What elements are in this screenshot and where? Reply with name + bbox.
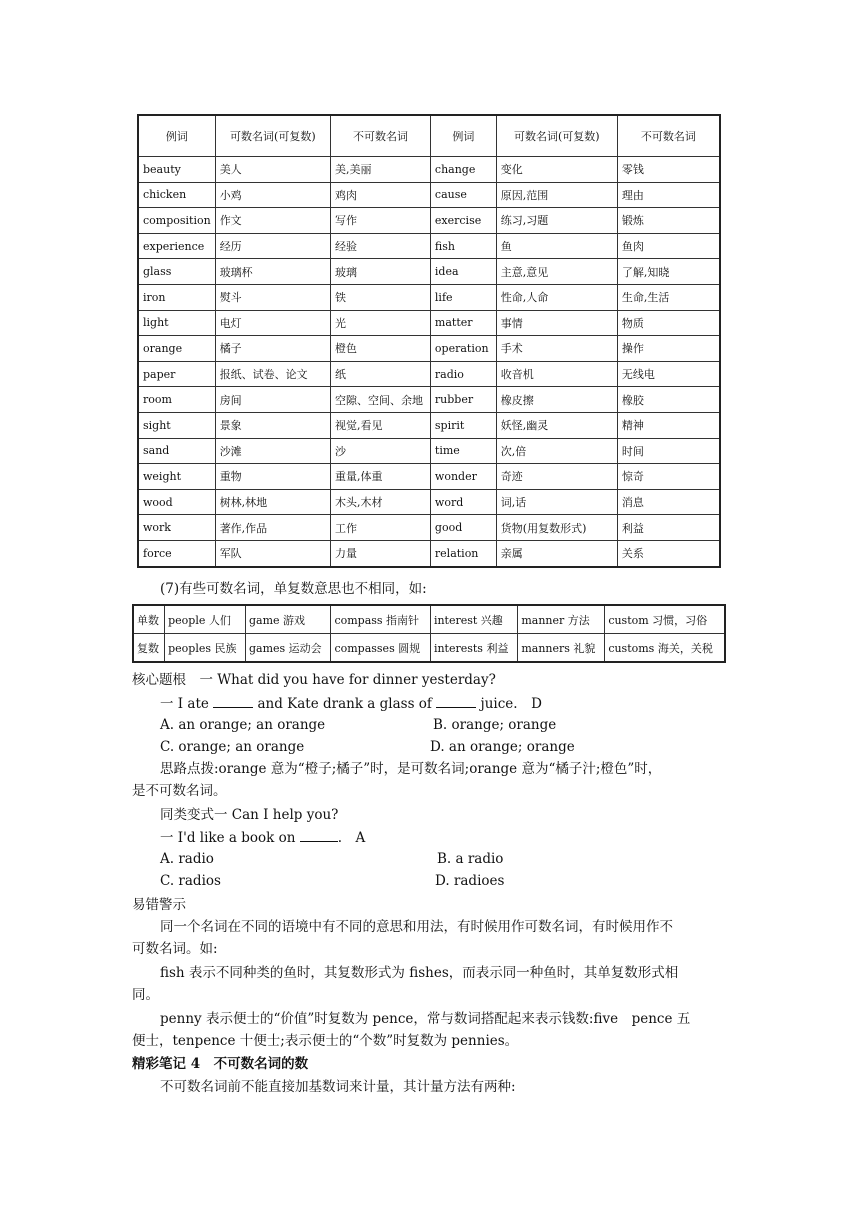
- meaning-cell: 词,话: [496, 489, 617, 515]
- table-row: [138, 182, 720, 208]
- meaning-cell: 时间: [617, 438, 720, 464]
- example-word-cell: iron: [138, 284, 215, 310]
- q1-stem-b: and Kate drank a glass of: [257, 696, 432, 712]
- q1-hint-line1: 思路点拨:orange 意为“橙子;橘子”时，是可数名词;orange 意为“橘子汁;橙色”时，: [160, 761, 662, 777]
- example-word-cell: work: [138, 515, 215, 541]
- table-row: [138, 259, 720, 285]
- meaning-cell: 木头,木材: [331, 489, 431, 515]
- meaning-cell: 沙: [331, 438, 431, 464]
- table-row: [138, 438, 720, 464]
- example-word-cell: exercise: [430, 208, 496, 234]
- q2-stem: [160, 827, 365, 848]
- meaning-cell: 变化: [496, 157, 617, 183]
- word-cell: people 人们: [165, 605, 246, 634]
- number-label-cell: 单数: [133, 605, 165, 634]
- q1-option-a: A. an orange; an orange: [160, 717, 326, 733]
- meaning-cell: 理由: [617, 182, 720, 208]
- meaning-cell: 沙滩: [215, 438, 330, 464]
- table-row: [133, 605, 725, 634]
- word-cell: manners 礼貌: [518, 634, 605, 663]
- q2-option-c: C. radios: [160, 873, 221, 889]
- warning-p2-line2: 同。: [132, 987, 159, 1003]
- meaning-cell: 经历: [215, 233, 330, 259]
- meaning-cell: 视觉,看见: [331, 412, 431, 438]
- meaning-cell: 橡胶: [617, 387, 720, 413]
- meaning-cell: 纸: [331, 361, 431, 387]
- example-word-cell: weight: [138, 464, 215, 490]
- word-cell: compasses 圆规: [331, 634, 430, 663]
- example-word-cell: sand: [138, 438, 215, 464]
- q1-stem-a: 一 I ate: [160, 696, 209, 712]
- example-word-cell: change: [430, 157, 496, 183]
- blank: [300, 827, 338, 842]
- header-cell: 例词: [138, 115, 215, 157]
- example-word-cell: light: [138, 310, 215, 336]
- meaning-cell: 无线电: [617, 361, 720, 387]
- meaning-cell: 橙色: [331, 336, 431, 362]
- meaning-cell: 物质: [617, 310, 720, 336]
- example-word-cell: life: [430, 284, 496, 310]
- example-word-cell: rubber: [430, 387, 496, 413]
- example-word-cell: chicken: [138, 182, 215, 208]
- table-row: [138, 464, 720, 490]
- word-cell: compass 指南针: [331, 605, 430, 634]
- example-word-cell: good: [430, 515, 496, 541]
- word-cell: game 游戏: [245, 605, 330, 634]
- meaning-cell: 橡皮擦: [496, 387, 617, 413]
- q2-stem-a: 一 I'd like a book on: [160, 830, 296, 846]
- meaning-cell: 景象: [215, 412, 330, 438]
- number-label-cell: 复数: [133, 634, 165, 663]
- meaning-cell: 熨斗: [215, 284, 330, 310]
- note-7: (7)有些可数名词，单复数意思也不相同，如:: [160, 581, 427, 597]
- header-cell: 可数名词(可复数): [215, 115, 330, 157]
- word-cell: manner 方法: [518, 605, 605, 634]
- meaning-cell: 力量: [331, 540, 431, 566]
- meaning-cell: 树林,林地: [215, 489, 330, 515]
- blank: [213, 693, 253, 708]
- meaning-cell: 性命,人命: [496, 284, 617, 310]
- meaning-cell: 光: [331, 310, 431, 336]
- header-cell: 例词: [430, 115, 496, 157]
- example-word-cell: room: [138, 387, 215, 413]
- example-word-cell: idea: [430, 259, 496, 285]
- meaning-cell: 奇迹: [496, 464, 617, 490]
- q2-heading: 同类变式一 Can I help you?: [160, 807, 339, 823]
- meaning-cell: 作文: [215, 208, 330, 234]
- meaning-cell: 报纸、试卷、论文: [215, 361, 330, 387]
- table-row: [138, 310, 720, 336]
- singular-plural-table: [132, 604, 726, 663]
- table-row: [138, 361, 720, 387]
- q2-option-d: D. radioes: [435, 873, 505, 889]
- meaning-cell: 亲属: [496, 540, 617, 566]
- table-row: [138, 157, 720, 183]
- table-row: [138, 489, 720, 515]
- example-word-cell: glass: [138, 259, 215, 285]
- meaning-cell: 美人: [215, 157, 330, 183]
- q1-option-b: B. orange; orange: [433, 717, 557, 733]
- meaning-cell: 铁: [331, 284, 431, 310]
- note4-title: 精彩笔记 4 不可数名词的数: [132, 1056, 309, 1072]
- warning-p1-line1: 同一个名词在不同的语境中有不同的意思和用法，有时候用作可数名词，有时候用作不: [160, 919, 673, 935]
- meaning-cell: 玻璃杯: [215, 259, 330, 285]
- example-word-cell: wood: [138, 489, 215, 515]
- example-word-cell: operation: [430, 336, 496, 362]
- table-row: [138, 233, 720, 259]
- table-row: [138, 336, 720, 362]
- meaning-cell: 精神: [617, 412, 720, 438]
- meaning-cell: 收音机: [496, 361, 617, 387]
- example-word-cell: radio: [430, 361, 496, 387]
- meaning-cell: 著作,作品: [215, 515, 330, 541]
- example-word-cell: word: [430, 489, 496, 515]
- example-word-cell: time: [430, 438, 496, 464]
- table-header-row: [138, 115, 720, 157]
- q1-heading: 核心题根 一 What did you have for dinner yesterday?: [132, 672, 496, 688]
- meaning-cell: 练习,习题: [496, 208, 617, 234]
- meaning-cell: 惊奇: [617, 464, 720, 490]
- table-row: [138, 515, 720, 541]
- q1-stem-c: juice. D: [480, 696, 542, 712]
- meaning-cell: 写作: [331, 208, 431, 234]
- example-word-cell: wonder: [430, 464, 496, 490]
- meaning-cell: 关系: [617, 540, 720, 566]
- meaning-cell: 玻璃: [331, 259, 431, 285]
- meaning-cell: 事情: [496, 310, 617, 336]
- meaning-cell: 重量,体重: [331, 464, 431, 490]
- meaning-cell: 利益: [617, 515, 720, 541]
- meaning-cell: 橘子: [215, 336, 330, 362]
- meaning-cell: 鱼肉: [617, 233, 720, 259]
- meaning-cell: 重物: [215, 464, 330, 490]
- meaning-cell: 锻炼: [617, 208, 720, 234]
- word-cell: interest 兴趣: [430, 605, 517, 634]
- q2-stem-b: . A: [337, 830, 366, 846]
- meaning-cell: 次,倍: [496, 438, 617, 464]
- example-word-cell: experience: [138, 233, 215, 259]
- meaning-cell: 原因,范围: [496, 182, 617, 208]
- meaning-cell: 了解,知晓: [617, 259, 720, 285]
- meaning-cell: 消息: [617, 489, 720, 515]
- example-word-cell: orange: [138, 336, 215, 362]
- meaning-cell: 生命,生活: [617, 284, 720, 310]
- warning-title: 易错警示: [132, 897, 186, 913]
- q1-hint-line2: 是不可数名词。: [132, 783, 227, 799]
- example-word-cell: relation: [430, 540, 496, 566]
- meaning-cell: 小鸡: [215, 182, 330, 208]
- warning-p2-line1: fish 表示不同种类的鱼时，其复数形式为 fishes，而表示同一种鱼时，其单复数形式相: [160, 965, 679, 981]
- table-row: [138, 412, 720, 438]
- word-cell: interests 利益: [430, 634, 517, 663]
- q1-stem: [160, 693, 542, 714]
- word-cell: customs 海关，关税: [605, 634, 725, 663]
- word-cell: games 运动会: [245, 634, 330, 663]
- example-word-cell: force: [138, 540, 215, 566]
- example-word-cell: fish: [430, 233, 496, 259]
- meaning-cell: 美,美丽: [331, 157, 431, 183]
- example-word-cell: sight: [138, 412, 215, 438]
- example-word-cell: spirit: [430, 412, 496, 438]
- example-word-cell: beauty: [138, 157, 215, 183]
- meaning-cell: 工作: [331, 515, 431, 541]
- countable-uncountable-table: [137, 114, 721, 568]
- meaning-cell: 操作: [617, 336, 720, 362]
- header-cell: 不可数名词: [617, 115, 720, 157]
- warning-p3-line1: penny 表示便士的“价值”时复数为 pence，常与数词搭配起来表示钱数:five pence 五: [160, 1011, 691, 1027]
- example-word-cell: composition: [138, 208, 215, 234]
- meaning-cell: 手术: [496, 336, 617, 362]
- meaning-cell: 货物(用复数形式): [496, 515, 617, 541]
- q2-option-a: A. radio: [160, 851, 214, 867]
- meaning-cell: 电灯: [215, 310, 330, 336]
- meaning-cell: 军队: [215, 540, 330, 566]
- header-cell: 可数名词(可复数): [496, 115, 617, 157]
- q2-option-b: B. a radio: [437, 851, 504, 867]
- warning-p1-line2: 可数名词。如:: [132, 941, 218, 957]
- warning-p3-line2: 便士，tenpence 十便士;表示便士的“个数”时复数为 pennies。: [132, 1033, 519, 1049]
- table-row: [138, 284, 720, 310]
- q1-option-c: C. orange; an orange: [160, 739, 305, 755]
- meaning-cell: 零钱: [617, 157, 720, 183]
- table-row: [138, 540, 720, 566]
- example-word-cell: paper: [138, 361, 215, 387]
- meaning-cell: 鸡肉: [331, 182, 431, 208]
- table-row: [133, 634, 725, 663]
- example-word-cell: cause: [430, 182, 496, 208]
- header-cell: 不可数名词: [331, 115, 431, 157]
- meaning-cell: 空隙、空间、余地: [331, 387, 431, 413]
- table-row: [138, 208, 720, 234]
- meaning-cell: 经验: [331, 233, 431, 259]
- meaning-cell: 鱼: [496, 233, 617, 259]
- table-row: [138, 387, 720, 413]
- note4-body: 不可数名词前不能直接加基数词来计量，其计量方法有两种:: [160, 1079, 516, 1095]
- meaning-cell: 主意,意见: [496, 259, 617, 285]
- example-word-cell: matter: [430, 310, 496, 336]
- meaning-cell: 妖怪,幽灵: [496, 412, 617, 438]
- q1-option-d: D. an orange; orange: [430, 739, 575, 755]
- meaning-cell: 房间: [215, 387, 330, 413]
- word-cell: peoples 民族: [165, 634, 246, 663]
- blank: [436, 693, 476, 708]
- word-cell: custom 习惯，习俗: [605, 605, 725, 634]
